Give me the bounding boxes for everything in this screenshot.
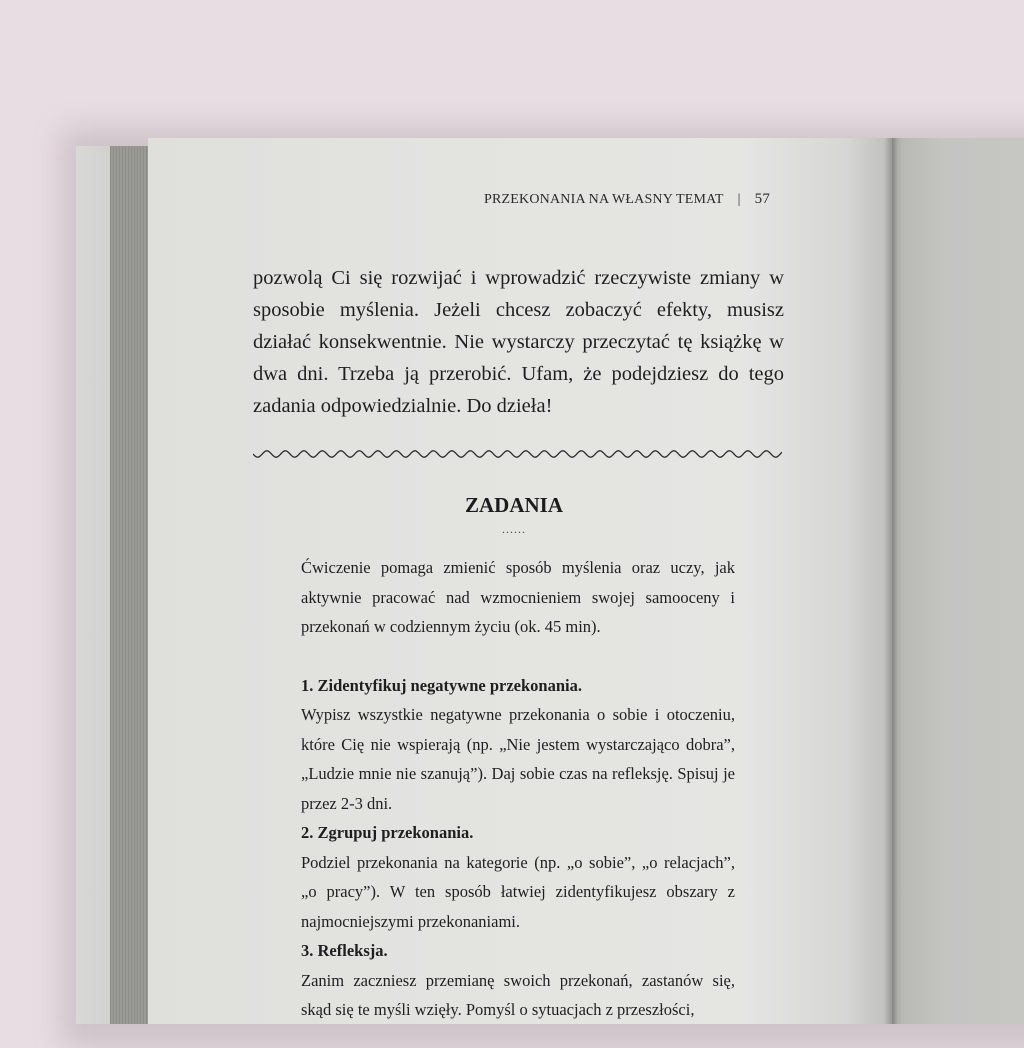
- book-gutter: [884, 138, 898, 1024]
- header-separator: |: [737, 192, 741, 207]
- step-text: Podziel przekonania na kategorie (np. „o sobie”, „o relacjach”, „o pracy”). W ten sposób łatwiej zidentyfikujesz obszary z najmocniejszymi przekonaniami.: [301, 852, 735, 931]
- step-title: 2. Zgrupuj przekonania.: [301, 823, 474, 842]
- title-ornament: ......: [502, 522, 526, 536]
- wavy-divider: [253, 446, 782, 462]
- task-step-2: [301, 818, 735, 936]
- task-step-1: [301, 671, 735, 819]
- page-number: 57: [754, 191, 771, 207]
- step-text: Zanim zaczniesz przemianę swoich przekonań, zastanów się, skąd się te myśli wzięły. Pomyśl o sytuacjach z przeszłości,: [301, 970, 735, 1019]
- page-edges: [110, 146, 150, 1024]
- tasks-intro: Ćwiczenie pomaga zmienić sposób myślenia oraz uczy, jak aktywnie pracować nad wzmocnieniem swojej samooceny i przekonań w codziennym życiu (ok. 45 min).: [301, 558, 735, 636]
- running-header: [484, 191, 784, 211]
- step-title: 3. Refleksja.: [301, 941, 388, 960]
- step-title: 1. Zidentyfikuj negatywne przekonania.: [301, 675, 582, 695]
- running-title: PRZEKONANIA NA WŁASNY TEMAT: [484, 192, 724, 207]
- task-step-3: [301, 936, 735, 1025]
- body-paragraph: pozwolą Ci się rozwijać i wprowadzić rzeczywiste zmiany w sposobie myślenia. Jeżeli chcesz zobaczyć efekty, musisz działać konsekwentnie. Nie wystarczy przeczytać tę książkę w dwa dni. Trzeba ją przerobić. Ufam, że podejdziesz do tego zadania odpowiedzialnie. Do dzieła!: [253, 267, 784, 417]
- opposite-page: [892, 138, 1024, 1024]
- tasks-block: [301, 553, 735, 1025]
- section-title: ZADANIA: [464, 493, 563, 517]
- step-text: Wypisz wszystkie negatywne przekonania o sobie i otoczeniu, które Cię nie wspierają (np. „Nie jestem wystarczająco dobra”, „Ludzie mnie nie szanują”). Daj sobie czas na refleksję. Spisuj je przez 2-3 dni.: [301, 705, 735, 813]
